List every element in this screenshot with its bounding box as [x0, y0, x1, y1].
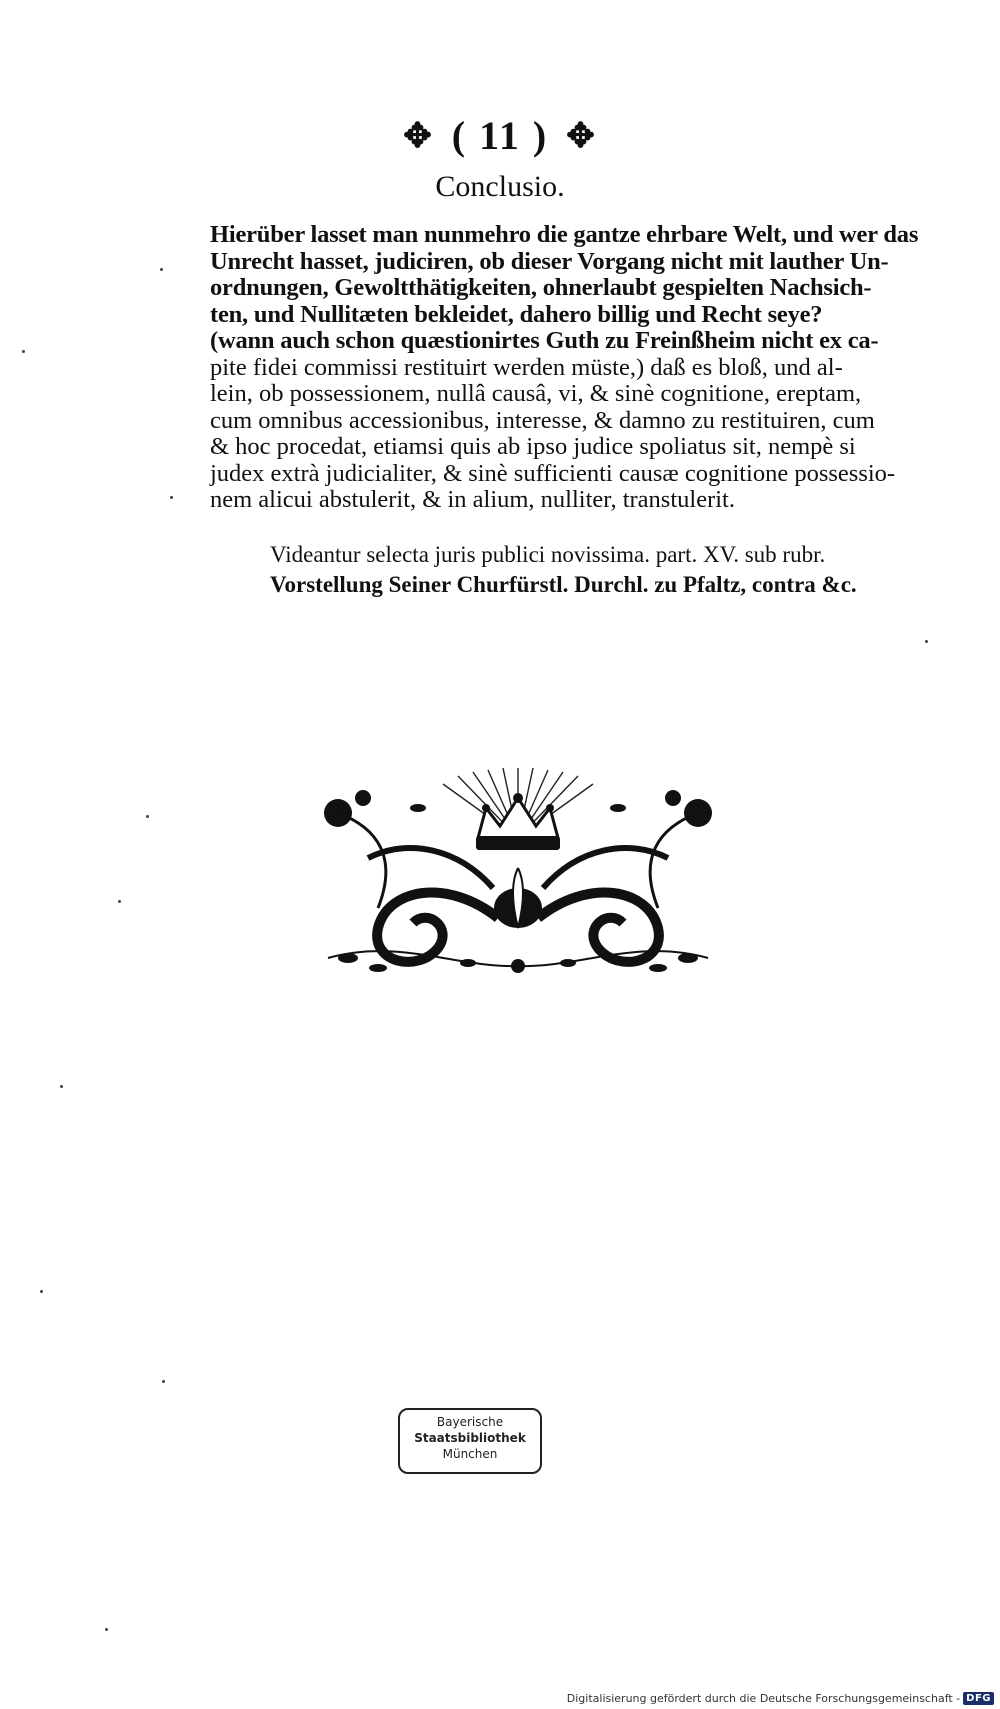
scan-speck: [105, 1628, 108, 1631]
text-line: Unrecht hasset, judiciren, ob dieser Vorgang nicht mit lauther Un-: [210, 247, 889, 275]
section-title: Conclusio.: [435, 170, 565, 203]
scan-speck: [925, 640, 928, 643]
reference-line-latin: Videantur selecta juris publici novissima. part. XV. sub rubr.: [270, 542, 826, 567]
credit-text: Digitalisierung gefördert durch die Deutsche Forschungsgemeinschaft -: [566, 1692, 961, 1705]
page-header: [0, 112, 1000, 159]
header-ornament-left-icon: ✥: [403, 118, 434, 155]
text-line: ten, und Nullitæten bekleidet, dahero billig und Recht seye?: [210, 300, 823, 328]
scan-speck: [60, 1085, 63, 1088]
text-line: Hierüber lasset man nunmehro die gantze ehrbare Welt, und wer das: [210, 221, 919, 248]
crown-vignette-icon: [318, 768, 718, 980]
text-line: & hoc procedat, etiamsi quis ab ipso judice spoliatus sit, nempè si: [210, 433, 856, 460]
text-line: (wann auch schon quæstionirtes Guth zu Freinßheim nicht ex ca-: [210, 327, 879, 354]
scan-speck: [118, 900, 121, 903]
text-line: ordnungen, Gewoltthätigkeiten, ohnerlaubt gespielten Nachsich-: [210, 274, 872, 301]
digitization-credit: [567, 1692, 994, 1705]
library-stamp: [398, 1408, 542, 1474]
text-line: judex extrà judicialiter, & sinè sufficienti causæ cognitione possessio-: [210, 459, 896, 487]
page-number: ( 11 ): [451, 113, 549, 158]
header-ornament-right-icon: ✥: [566, 118, 597, 155]
scan-speck: [146, 815, 149, 818]
scan-speck: [22, 350, 25, 353]
dfg-logo-icon: DFG: [963, 1692, 994, 1705]
body-paragraph: [210, 221, 919, 514]
text-line: nem alicui abstulerit, & in alium, nulliter, transtulerit.: [210, 486, 735, 513]
stamp-line: Staatsbibliothek: [414, 1431, 526, 1445]
text-line: lein, ob possessionem, nullâ causâ, vi, & sinè cognitione, ereptam,: [210, 380, 862, 407]
scan-speck: [162, 1380, 165, 1383]
scan-speck: [160, 268, 163, 271]
scan-speck: [170, 496, 173, 499]
scan-speck: [40, 1290, 43, 1293]
text-line: pite fidei commissi restituirt werden müste,) daß es bloß, und al-: [210, 353, 843, 381]
stamp-line: München: [442, 1447, 498, 1461]
reference-line-german: Vorstellung Seiner Churfürstl. Durchl. zu Pfaltz, contra &c.: [270, 572, 857, 597]
text-line: cum omnibus accessionibus, interesse, & damno zu restituiren, cum: [210, 406, 875, 434]
stamp-line: Bayerische: [436, 1415, 504, 1429]
reference-note: [270, 540, 920, 600]
